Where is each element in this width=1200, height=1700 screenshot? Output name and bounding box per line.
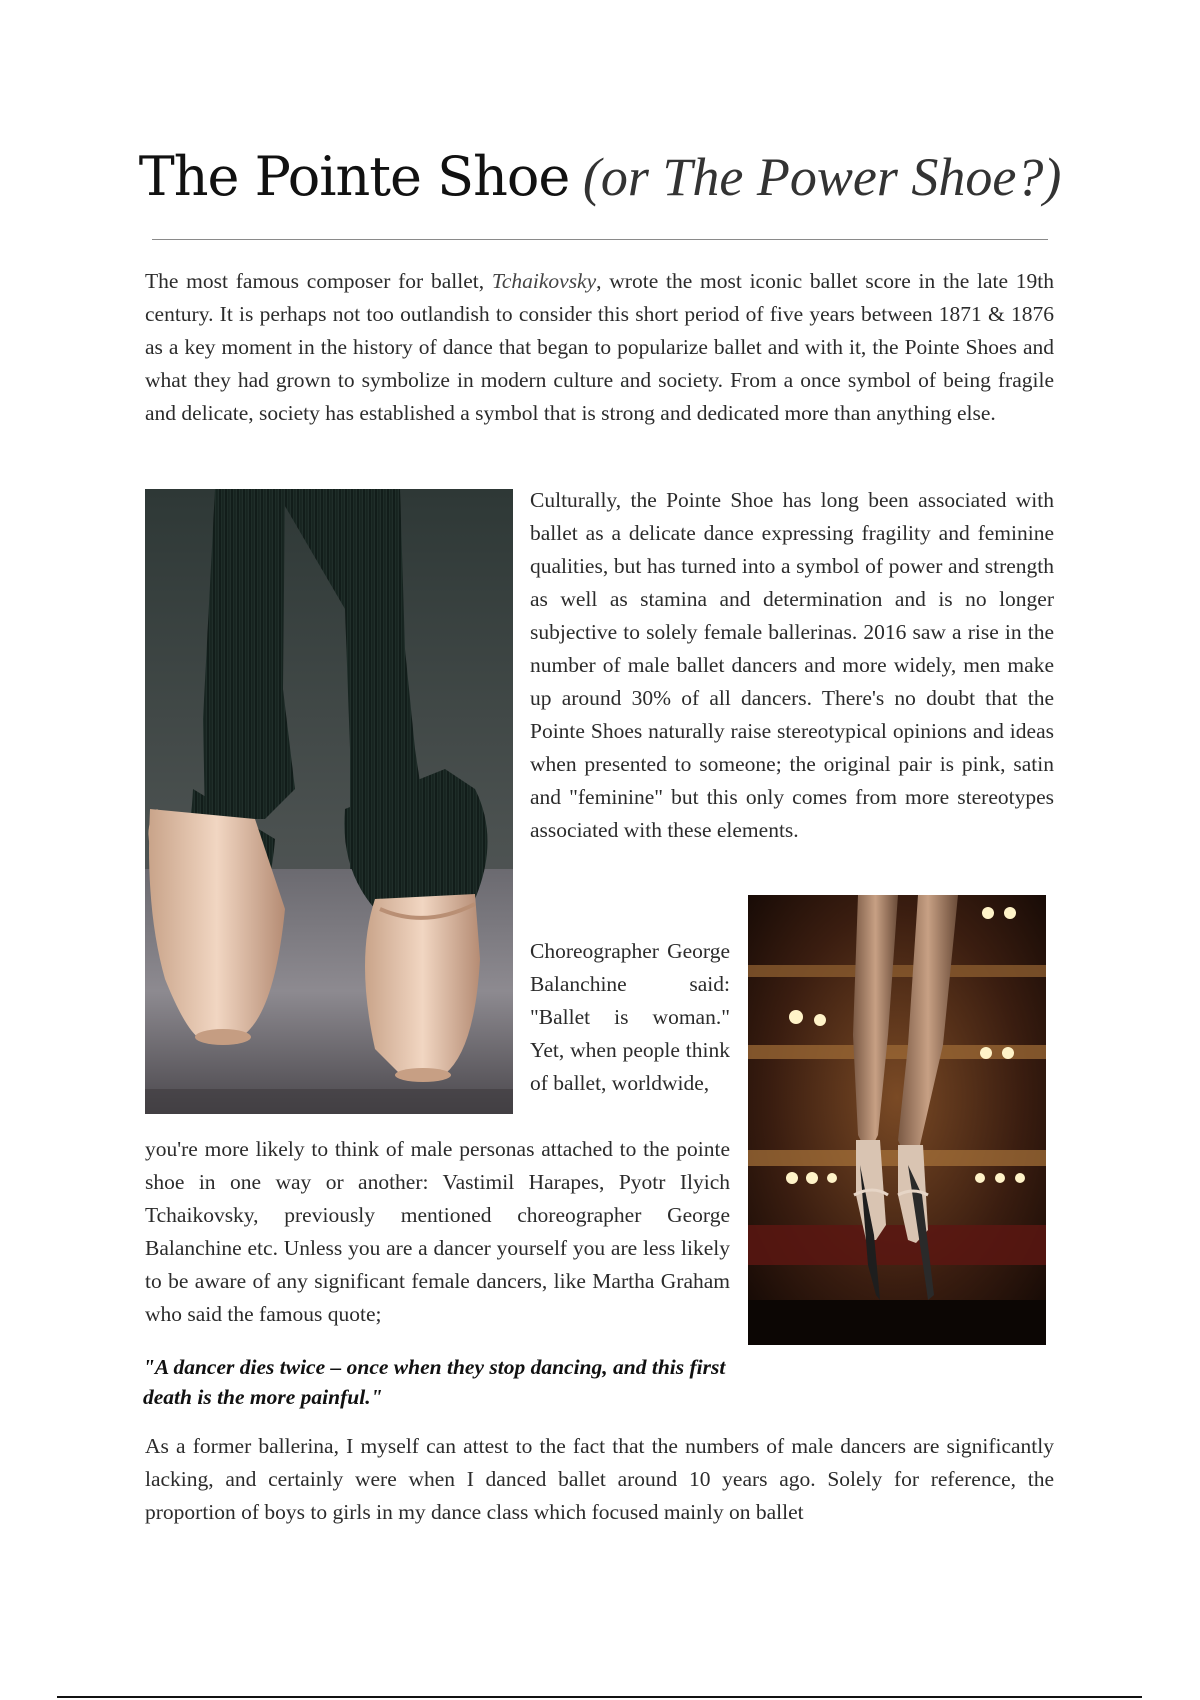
male-personas-paragraph: you're more likely to think of male personas attached to the pointe shoe in one way or another: Vastimil Harapes, Pyotr Ilyich Tchaikovsky, previously mentioned choreographer George Balanchine etc. Unless you are a dancer yourself you are less likely to be aware of any significant female dancers, like Martha Graham who said the famous quote; xyxy=(145,1137,730,1326)
cultural-paragraph: Culturally, the Pointe Shoe has long been associated with ballet as a delicate dance expressing fragility and feminine qualities, but has turned into a symbol of power and strength as well as stamina and determination and is no longer subjective to solely female ballerinas. 2016 saw a rise in the number of male ballet dancers and more widely, men make up around 30% of all dancers. There's no doubt that the Pointe Shoes naturally raise stereotypical opinions and ideas when presented to someone; the original pair is pink, satin and "feminine" but this only comes from more stereotypes associated with these elements. xyxy=(530,488,1054,842)
balanchine-paragraph: Choreographer George Balanchine said: "Ballet is woman." Yet, when people think of ballet, worldwide, xyxy=(530,939,730,1095)
former-ballerina-paragraph: As a former ballerina, I myself can attest to the fact that the numbers of male dancers are significantly lacking, and certainly were when I danced ballet around 10 years ago. Solely for reference, the proportion of boys to girls in my dance class which focused mainly on ballet xyxy=(145,1434,1054,1524)
intro-paragraph xyxy=(145,265,1054,430)
intro-text-rest: , wrote the most iconic ballet score in the late 19th century. It is perhaps not too outlandish to consider this short period of five years between 1871 & 1876 as a key moment in the history of dance that began to popularize ballet and with it, the Pointe Shoes and what they had grown to symbolize in modern culture and society. From a once symbol of being fragile and delicate, society has established a symbol that is strong and dedicated more than anything else. xyxy=(145,269,1054,425)
title-main: The Pointe Shoe xyxy=(138,145,570,208)
martha-graham-quote: "A dancer dies twice – once when they stop dancing, and this first death is the more painful." xyxy=(143,1355,726,1409)
intro-text-start: The most famous composer for ballet, xyxy=(145,269,485,293)
title-divider xyxy=(152,239,1048,240)
dancer-on-stage-theater-photo xyxy=(748,895,1046,1345)
page-title xyxy=(0,145,1200,209)
page-bottom-border xyxy=(57,1696,1142,1698)
composer-name: Tchaikovsky xyxy=(491,269,597,293)
title-subtitle: (or The Power Shoe?) xyxy=(582,147,1062,207)
pointe-shoes-legwarmers-photo xyxy=(145,489,513,1114)
